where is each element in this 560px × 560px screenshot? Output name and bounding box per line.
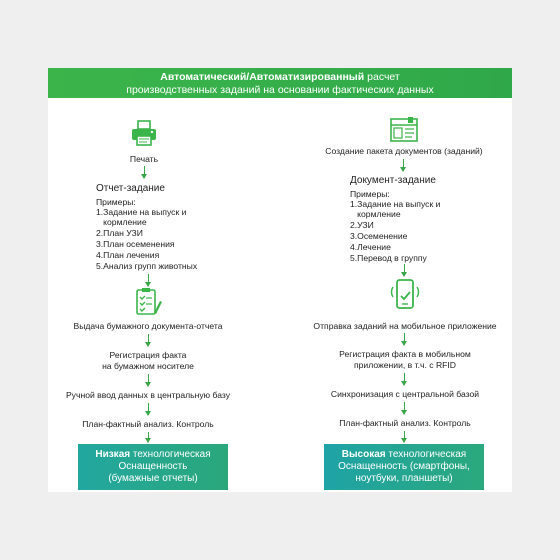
left-example-1: 1.Задание на выпуск и (96, 207, 187, 217)
left-arrow-6 (148, 432, 149, 442)
left-manual-label: Ручной ввод данных в центральную базу (65, 390, 231, 400)
right-example-5: 5.Перевод в группу (350, 253, 427, 263)
left-arrow-5 (148, 403, 149, 415)
right-examples-label: Примеры: (350, 189, 390, 199)
left-footer-bold: Низкая (95, 449, 131, 460)
document-package-icon (389, 115, 419, 143)
right-register-line1: Регистрация факта в мобильном (339, 349, 471, 359)
right-example-3: 3.Осеменение (350, 231, 408, 241)
right-footer-line3: ноутбуки, планшеты) (355, 473, 453, 484)
left-example-3: 3.План осеменения (96, 239, 175, 249)
right-example-4: 4.Лечение (350, 242, 391, 252)
title-banner (48, 68, 512, 98)
right-create-label: Создание пакета документов (заданий) (325, 146, 483, 156)
title-line2: производственных заданий на основании фактических данных (126, 84, 434, 96)
right-register-line2: приложении, в т.ч. с RFID (354, 360, 456, 370)
left-arrow-2 (148, 274, 149, 286)
smartphone-icon (390, 278, 420, 312)
left-footer-line2: Оснащенность (118, 461, 188, 472)
right-footer-bold: Высокая (341, 449, 386, 460)
left-print-label: Печать (129, 154, 159, 164)
right-send-label: Отправка заданий на мобильное приложение (313, 321, 497, 331)
left-register-line2: на бумажном носителе (102, 361, 194, 371)
right-example-2: 2.УЗИ (350, 220, 374, 230)
printer-icon (130, 119, 158, 147)
left-issue-label: Выдача бумажного документа-отчета (73, 321, 223, 331)
left-example-5: 5.Анализ групп животных (96, 261, 198, 271)
right-sync-label: Синхронизация с центральной базой (330, 389, 480, 399)
left-footer-box (78, 444, 228, 490)
right-footer-line2: Оснащенность (смартфоны, (338, 461, 470, 472)
right-arrow-3 (404, 333, 405, 345)
right-footer-rest: технологическая (385, 449, 467, 460)
checklist-icon (134, 287, 162, 317)
right-arrow-2 (404, 264, 405, 276)
right-example-1: 1.Задание на выпуск и (350, 199, 441, 209)
left-example-2: 2.План УЗИ (96, 228, 143, 238)
right-arrow-6 (404, 431, 405, 442)
right-arrow-1 (403, 159, 404, 171)
right-example-1b: кормление (350, 209, 401, 219)
right-analysis-label: План-фактный анализ. Контроль (339, 418, 471, 428)
left-example-4: 4.План лечения (96, 250, 160, 260)
left-arrow-3 (148, 334, 149, 346)
title-bold: Автоматический/Автоматизированный (160, 71, 365, 83)
left-examples-label: Примеры: (96, 197, 136, 207)
left-arrow-1 (144, 166, 145, 178)
right-arrow-5 (404, 402, 405, 414)
left-example-1b: кормление (96, 217, 147, 227)
left-analysis-label: План-фактный анализ. Контроль (82, 419, 214, 429)
right-doc-title: Документ-задание (350, 175, 436, 186)
title-rest: расчет (364, 71, 400, 83)
left-arrow-4 (148, 374, 149, 386)
right-footer-box (324, 444, 484, 490)
left-footer-line3: (бумажные отчеты) (108, 473, 198, 484)
left-footer-rest: технологическая (130, 449, 211, 460)
left-doc-title: Отчет-задание (96, 183, 165, 194)
left-register-line1: Регистрация факта (109, 350, 187, 360)
right-arrow-4 (404, 373, 405, 385)
